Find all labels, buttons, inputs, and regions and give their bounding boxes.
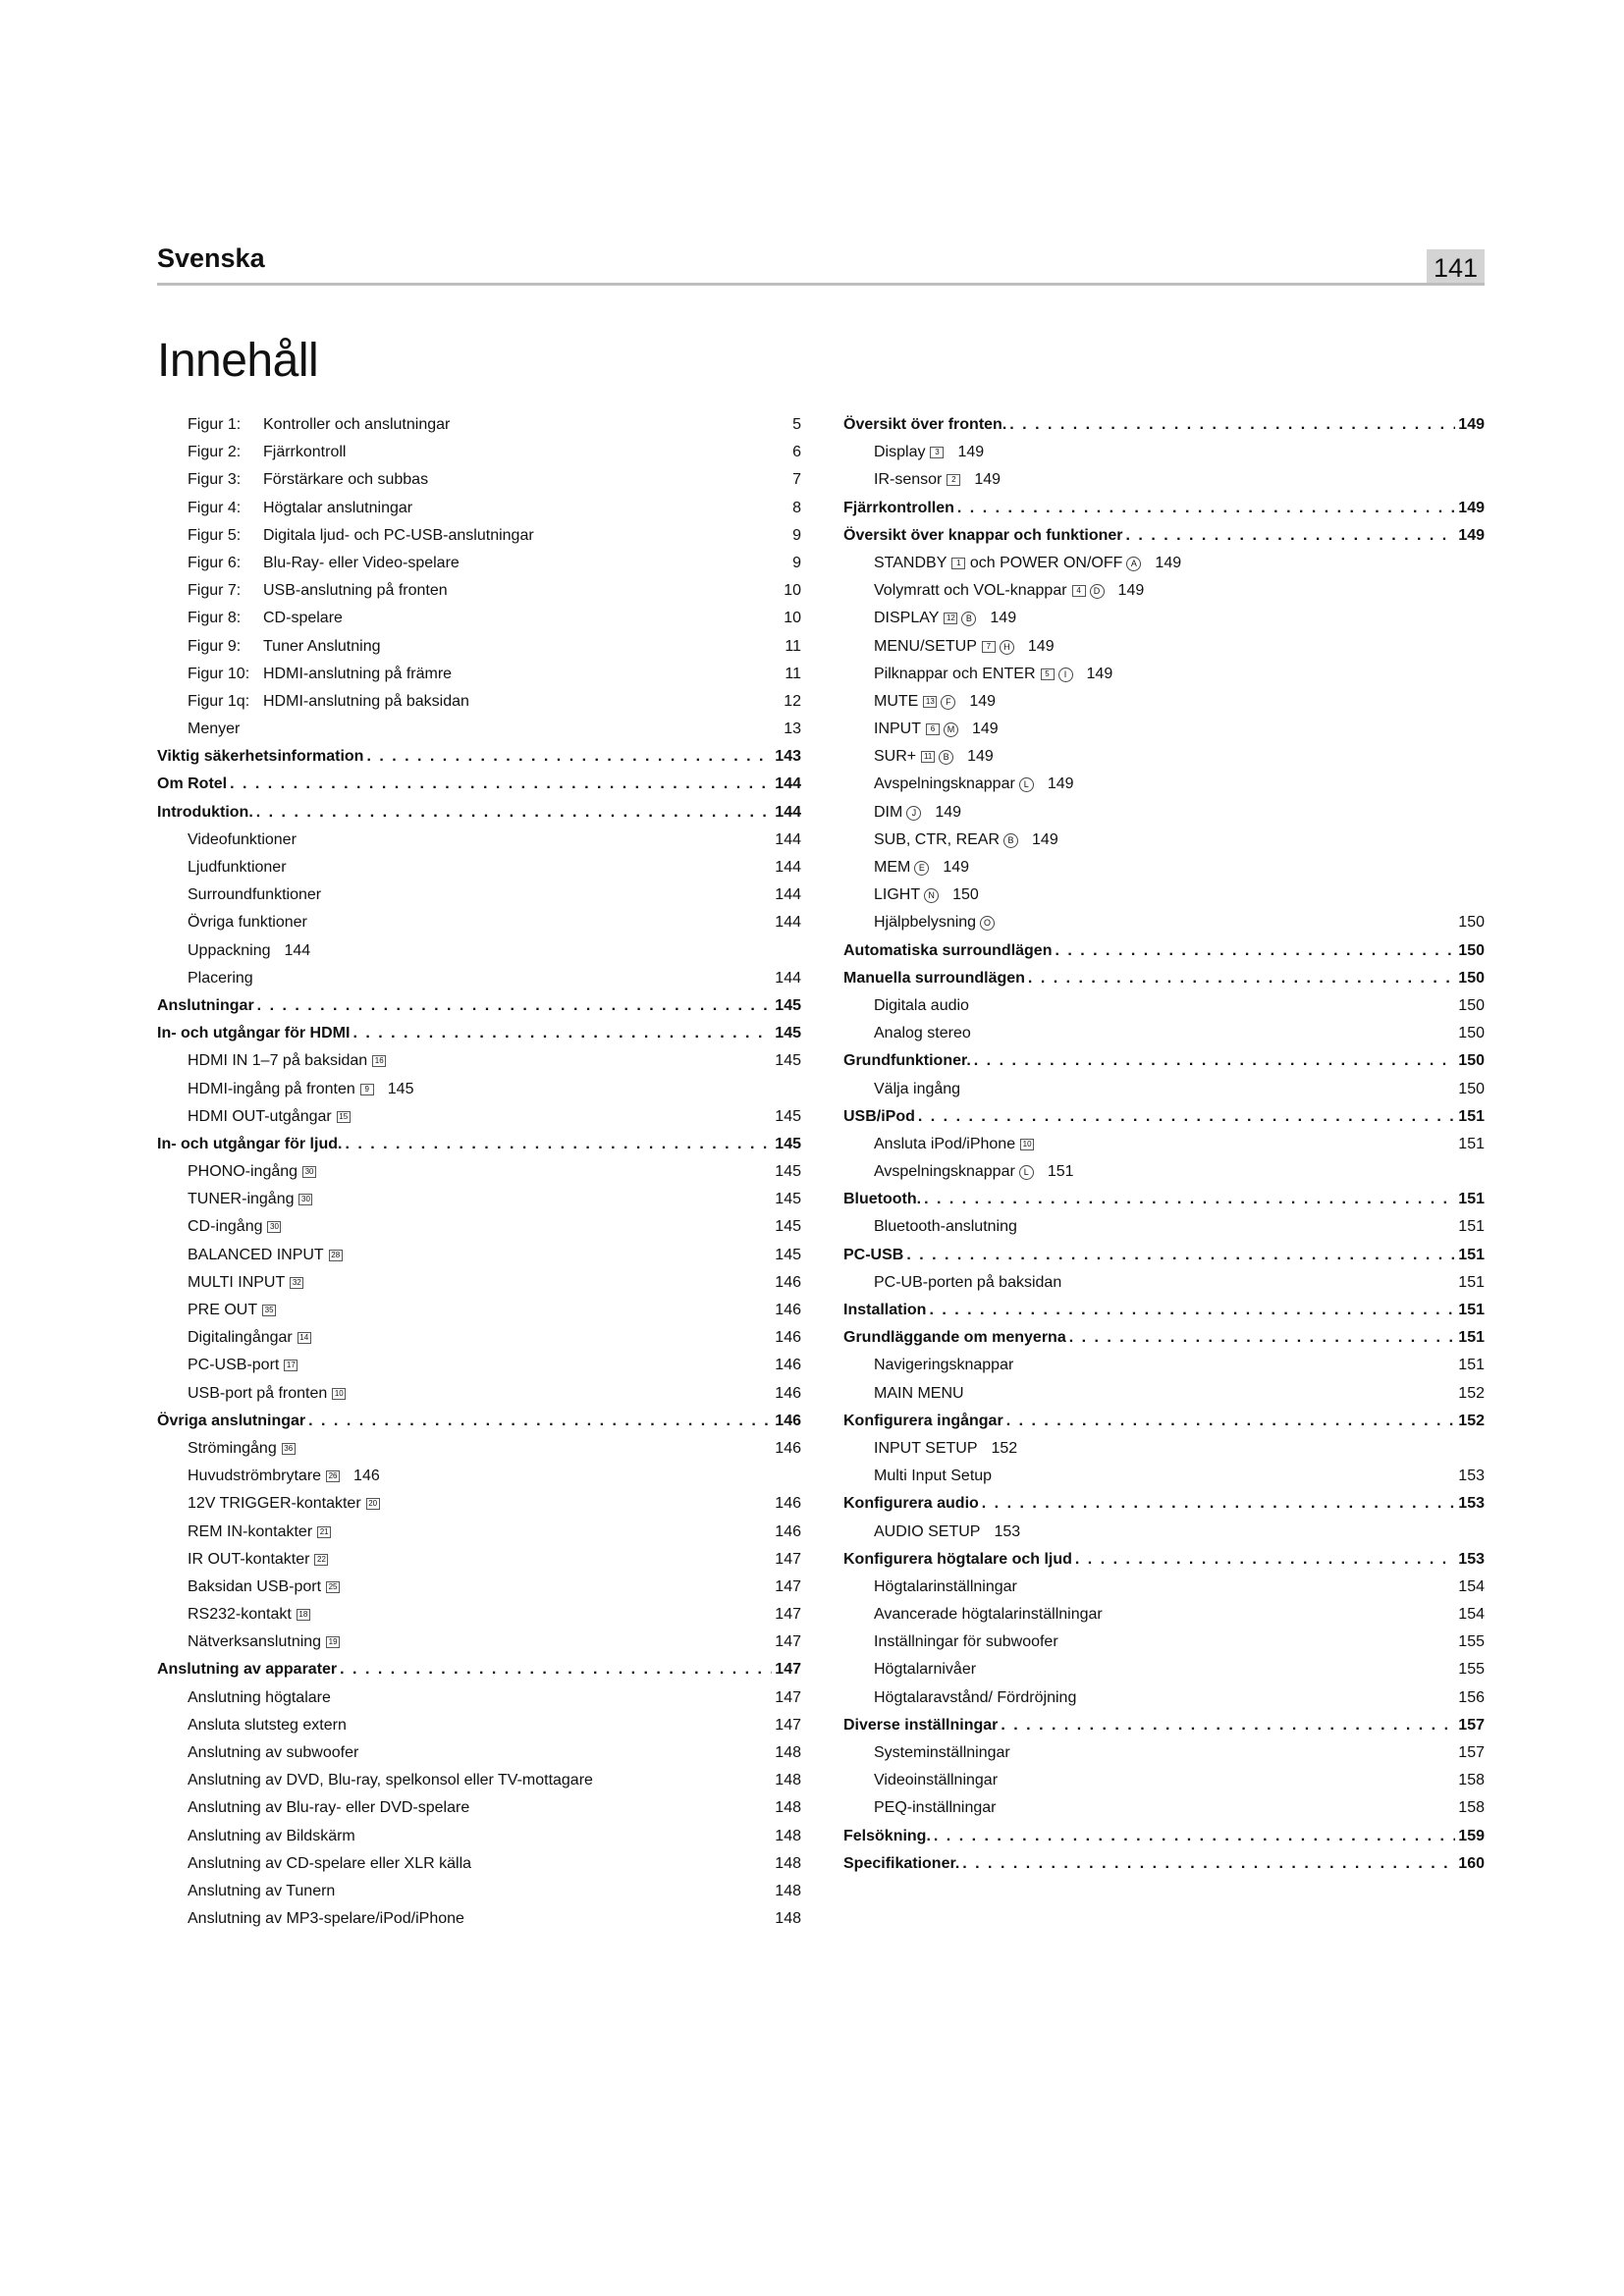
toc-entry[interactable]: Hjälpbelysning O 150 bbox=[874, 914, 1485, 932]
remote-key-icon: A bbox=[1126, 557, 1141, 571]
leader-dots bbox=[929, 1297, 1455, 1324]
leader-dots bbox=[1006, 1408, 1456, 1435]
connector-number-icon: 13 bbox=[923, 696, 937, 708]
connector-number-icon: 1 bbox=[951, 558, 965, 569]
leader-dots bbox=[918, 1103, 1455, 1131]
connector-number-icon: 12 bbox=[944, 613, 957, 624]
leader-dots bbox=[345, 1131, 772, 1158]
toc-entry[interactable]: Avspelningsknappar L 151 bbox=[874, 1163, 1074, 1181]
connector-number-icon: 30 bbox=[298, 1194, 312, 1205]
connector-number-icon: 20 bbox=[366, 1498, 380, 1510]
remote-key-icon: L bbox=[1019, 1165, 1034, 1180]
leader-dots bbox=[924, 1186, 1455, 1213]
toc-entry[interactable]: CD-ingång 30 145 bbox=[188, 1218, 801, 1236]
toc-entry[interactable]: 12V TRIGGER-kontakter 20 146 bbox=[188, 1495, 801, 1513]
toc-entry[interactable]: STANDBY 1 och POWER ON/OFF A 149 bbox=[874, 554, 1182, 571]
toc-entry[interactable]: Anslutning av DVD, Blu-ray, spelkonsol eller TV-mottagare 148 bbox=[188, 1772, 801, 1789]
leader-dots bbox=[1126, 522, 1456, 550]
leader-dots bbox=[1028, 965, 1455, 992]
toc-entry[interactable]: Strömingång 36 146 bbox=[188, 1439, 801, 1457]
leader-dots bbox=[1001, 1712, 1455, 1739]
remote-key-icon: J bbox=[906, 806, 921, 821]
page-header bbox=[157, 243, 1485, 287]
leader-dots bbox=[1075, 1546, 1455, 1574]
remote-key-icon: B bbox=[1003, 833, 1018, 848]
toc-entry[interactable]: Uppackning 144 bbox=[188, 941, 311, 959]
toc-entry[interactable]: PC-UB-porten på baksidan 151 bbox=[874, 1273, 1485, 1291]
remote-key-icon: N bbox=[924, 888, 939, 903]
remote-key-icon: B bbox=[961, 612, 976, 626]
page-number: 141 bbox=[1427, 249, 1485, 285]
toc-entry[interactable]: BALANCED INPUT 28 145 bbox=[188, 1246, 801, 1263]
leader-dots bbox=[982, 1490, 1456, 1518]
toc-entry[interactable]: Surroundfunktioner 144 bbox=[188, 886, 801, 904]
toc-entry[interactable]: Anslutning av CD-spelare eller XLR källa 148 bbox=[188, 1854, 801, 1872]
leader-dots bbox=[1069, 1324, 1456, 1352]
toc-entry[interactable]: Menyer 13 bbox=[188, 721, 801, 738]
toc-section[interactable]: In- och utgångar för HDMI . . . 145 bbox=[157, 1020, 801, 1047]
toc-section[interactable]: Översikt över fronten. . . . 149 bbox=[843, 411, 1485, 439]
toc-section[interactable]: Viktig säkerhetsinformation . . . 143 bbox=[157, 743, 801, 771]
toc-entry[interactable]: INPUT SETUP 152 bbox=[874, 1439, 1018, 1457]
toc-entry[interactable]: Anslutning av Tunern 148 bbox=[188, 1882, 801, 1899]
toc-entry[interactable]: Videoinställningar 158 bbox=[874, 1772, 1485, 1789]
connector-number-icon: 9 bbox=[360, 1084, 374, 1095]
toc-entry[interactable]: DIM J 149 bbox=[874, 803, 962, 821]
toc-entry[interactable]: Övriga funktioner 144 bbox=[188, 914, 801, 932]
toc-entry[interactable]: Högtalarinställningar 154 bbox=[874, 1577, 1485, 1595]
connector-number-icon: 26 bbox=[326, 1470, 340, 1482]
toc-section[interactable]: Introduktion. . . . 144 bbox=[157, 799, 801, 827]
toc-entry[interactable]: AUDIO SETUP 153 bbox=[874, 1522, 1021, 1540]
connector-number-icon: 10 bbox=[332, 1388, 346, 1400]
connector-number-icon: 4 bbox=[1072, 585, 1086, 597]
toc-entry[interactable]: PHONO-ingång 30 145 bbox=[188, 1163, 801, 1181]
connector-number-icon: 10 bbox=[1020, 1139, 1034, 1150]
toc-entry[interactable]: SUB, CTR, REAR B 149 bbox=[874, 830, 1058, 848]
connector-number-icon: 22 bbox=[314, 1554, 328, 1566]
remote-key-icon: D bbox=[1090, 584, 1105, 599]
toc-section[interactable]: Automatiska surroundlägen . . . 150 bbox=[843, 937, 1485, 965]
toc-figure-entry[interactable]: Figur 4: Högtalar anslutningar 8 bbox=[188, 499, 801, 516]
remote-key-icon: H bbox=[1000, 640, 1014, 655]
toc-figure-entry[interactable]: Figur 9: Tuner Anslutning 11 bbox=[188, 637, 801, 655]
toc-section[interactable]: Specifikationer. . . . 160 bbox=[843, 1850, 1485, 1878]
toc-entry[interactable]: MULTI INPUT 32 146 bbox=[188, 1273, 801, 1291]
toc-figure-entry[interactable]: Figur 8: CD-spelare 10 bbox=[188, 610, 801, 627]
toc-entry[interactable]: Navigeringsknappar 151 bbox=[874, 1357, 1485, 1374]
toc-entry[interactable]: MAIN MENU 152 bbox=[874, 1384, 1485, 1402]
toc-entry[interactable]: Analog stereo 150 bbox=[874, 1025, 1485, 1042]
connector-number-icon: 7 bbox=[982, 641, 996, 653]
toc-figure-entry[interactable]: Figur 2: Fjärrkontroll 6 bbox=[188, 444, 801, 461]
toc-entry[interactable]: Anslutning av subwoofer 148 bbox=[188, 1744, 801, 1761]
toc-section[interactable]: Konfigurera ingångar . . . 152 bbox=[843, 1408, 1485, 1435]
toc-entry[interactable]: HDMI IN 1–7 på baksidan 16 145 bbox=[188, 1052, 801, 1070]
toc-entry[interactable]: TUNER-ingång 30 145 bbox=[188, 1191, 801, 1208]
toc-entry[interactable]: Videofunktioner 144 bbox=[188, 830, 801, 848]
toc-section[interactable]: Anslutningar . . . 145 bbox=[157, 992, 801, 1020]
leader-dots bbox=[308, 1408, 772, 1435]
connector-number-icon: 11 bbox=[921, 751, 935, 763]
toc-entry[interactable]: PC-USB-port 17 146 bbox=[188, 1357, 801, 1374]
toc-entry[interactable]: Huvudströmbrytare 26 146 bbox=[188, 1468, 380, 1485]
connector-number-icon: 21 bbox=[317, 1526, 331, 1538]
toc-entry[interactable]: DISPLAY 12 B 149 bbox=[874, 610, 1017, 627]
toc-section[interactable]: USB/iPod . . . 151 bbox=[843, 1103, 1485, 1131]
toc-left-column bbox=[157, 411, 801, 1933]
leader-dots bbox=[340, 1656, 772, 1683]
leader-dots bbox=[957, 495, 1455, 522]
remote-key-icon: E bbox=[914, 861, 929, 876]
toc-figure-entry[interactable]: Figur 6: Blu-Ray- eller Video-spelare 9 bbox=[188, 554, 801, 571]
remote-key-icon: O bbox=[980, 916, 995, 931]
connector-number-icon: 16 bbox=[372, 1055, 386, 1067]
toc-entry[interactable]: Högtalarnivåer 155 bbox=[874, 1661, 1485, 1679]
toc-entry[interactable]: Anslutning högtalare 147 bbox=[188, 1688, 801, 1706]
toc-section[interactable]: Felsökning. . . . 159 bbox=[843, 1823, 1485, 1850]
toc-entry[interactable]: LIGHT N 150 bbox=[874, 886, 979, 904]
remote-key-icon: F bbox=[941, 695, 955, 710]
connector-number-icon: 25 bbox=[326, 1581, 340, 1593]
toc-entry[interactable]: HDMI-ingång på fronten 9 145 bbox=[188, 1080, 414, 1097]
toc-entry[interactable]: Högtalaravstånd/ Fördröjning 156 bbox=[874, 1688, 1485, 1706]
connector-number-icon: 35 bbox=[262, 1305, 276, 1316]
connector-number-icon: 18 bbox=[297, 1609, 310, 1621]
remote-key-icon: B bbox=[939, 750, 953, 765]
page-title: Innehåll bbox=[157, 335, 319, 387]
leader-dots bbox=[366, 743, 772, 771]
toc-section[interactable]: Övriga anslutningar . . . 146 bbox=[157, 1408, 801, 1435]
remote-key-icon: I bbox=[1058, 667, 1073, 682]
connector-number-icon: 15 bbox=[337, 1111, 351, 1123]
toc-entry[interactable]: Multi Input Setup 153 bbox=[874, 1468, 1485, 1485]
toc-section[interactable]: Manuella surroundlägen . . . 150 bbox=[843, 965, 1485, 992]
toc-section[interactable]: Installation . . . 151 bbox=[843, 1297, 1485, 1324]
toc-entry[interactable]: Inställningar för subwoofer 155 bbox=[874, 1633, 1485, 1651]
toc-section[interactable]: Grundfunktioner. . . . 150 bbox=[843, 1047, 1485, 1075]
toc-section[interactable]: Anslutning av apparater . . . 147 bbox=[157, 1656, 801, 1683]
language-label: Svenska bbox=[157, 243, 265, 273]
toc-entry[interactable]: PEQ-inställningar 158 bbox=[874, 1799, 1485, 1817]
toc-figure-entry[interactable]: Figur 1: Kontroller och anslutningar 5 bbox=[188, 416, 801, 433]
leader-dots bbox=[257, 992, 773, 1020]
toc-section[interactable]: Konfigurera högtalare och ljud . . . 153 bbox=[843, 1546, 1485, 1574]
leader-dots bbox=[1055, 937, 1455, 965]
toc-entry[interactable]: IR OUT-kontakter 22 147 bbox=[188, 1550, 801, 1568]
toc-entry[interactable]: Avancerade högtalarinställningar 154 bbox=[874, 1606, 1485, 1624]
connector-number-icon: 2 bbox=[947, 474, 960, 486]
toc-entry[interactable]: Ljudfunktioner 144 bbox=[188, 859, 801, 876]
remote-key-icon: L bbox=[1019, 777, 1034, 792]
leader-dots bbox=[256, 799, 773, 827]
toc-entry[interactable]: Ansluta slutsteg extern 147 bbox=[188, 1716, 801, 1734]
toc-section[interactable]: Konfigurera audio . . . 153 bbox=[843, 1490, 1485, 1518]
toc-entry[interactable]: MENU/SETUP 7 H 149 bbox=[874, 637, 1055, 655]
toc-entry[interactable]: Systeminställningar 157 bbox=[874, 1744, 1485, 1761]
connector-number-icon: 28 bbox=[329, 1250, 343, 1261]
leader-dots bbox=[934, 1823, 1455, 1850]
toc-right-column bbox=[843, 411, 1485, 1878]
toc-figure-entry[interactable]: Figur 10: HDMI-anslutning på främre 11 bbox=[188, 665, 801, 682]
connector-number-icon: 30 bbox=[302, 1166, 316, 1178]
toc-entry[interactable]: RS232-kontakt 18 147 bbox=[188, 1606, 801, 1624]
toc-entry[interactable]: Volymratt och VOL-knappar 4 D 149 bbox=[874, 582, 1145, 600]
toc-figure-entry[interactable]: Figur 3: Förstärkare och subbas 7 bbox=[188, 471, 801, 489]
connector-number-icon: 5 bbox=[1041, 668, 1055, 680]
toc-section[interactable]: Grundläggande om menyerna . . . 151 bbox=[843, 1324, 1485, 1352]
toc-entry[interactable]: Välja ingång 150 bbox=[874, 1080, 1485, 1097]
toc-entry[interactable]: Digitalingångar 14 146 bbox=[188, 1329, 801, 1347]
toc-entry[interactable]: MEM E 149 bbox=[874, 859, 970, 876]
toc-section[interactable]: Bluetooth. . . . 151 bbox=[843, 1186, 1485, 1213]
toc-entry[interactable]: Nätverksanslutning 19 147 bbox=[188, 1633, 801, 1651]
connector-number-icon: 32 bbox=[290, 1277, 303, 1289]
toc-figure-entry[interactable]: Figur 5: Digitala ljud- och PC-USB-anslutningar 9 bbox=[188, 526, 801, 544]
leader-dots bbox=[230, 771, 772, 798]
connector-number-icon: 30 bbox=[267, 1221, 281, 1233]
toc-entry[interactable]: Digitala audio 150 bbox=[874, 996, 1485, 1014]
connector-number-icon: 6 bbox=[926, 723, 940, 735]
toc-entry[interactable]: Bluetooth-anslutning 151 bbox=[874, 1218, 1485, 1236]
leader-dots bbox=[1009, 411, 1455, 439]
toc-entry[interactable]: IR-sensor 2 149 bbox=[874, 471, 1001, 489]
toc-section[interactable]: Diverse inställningar . . . 157 bbox=[843, 1712, 1485, 1739]
connector-number-icon: 3 bbox=[930, 447, 944, 458]
toc-entry[interactable]: Avspelningsknappar L 149 bbox=[874, 775, 1074, 793]
toc-section[interactable]: PC-USB . . . 151 bbox=[843, 1242, 1485, 1269]
toc-entry[interactable]: Anslutning av MP3-spelare/iPod/iPhone 148 bbox=[188, 1910, 801, 1928]
connector-number-icon: 17 bbox=[284, 1360, 298, 1371]
toc-entry[interactable]: INPUT 6 M 149 bbox=[874, 721, 999, 738]
toc-section[interactable]: Översikt över knappar och funktioner . . . 149 bbox=[843, 522, 1485, 550]
toc-entry[interactable]: USB-port på fronten 10 146 bbox=[188, 1384, 801, 1402]
toc-entry[interactable]: SUR+ 11 B 149 bbox=[874, 748, 994, 766]
leader-dots bbox=[352, 1020, 772, 1047]
toc-section[interactable]: Om Rotel . . . 144 bbox=[157, 771, 801, 798]
toc-entry[interactable]: HDMI OUT-utgångar 15 145 bbox=[188, 1107, 801, 1125]
remote-key-icon: M bbox=[944, 722, 958, 737]
toc-entry[interactable]: Baksidan USB-port 25 147 bbox=[188, 1577, 801, 1595]
toc-entry[interactable]: PRE OUT 35 146 bbox=[188, 1302, 801, 1318]
leader-dots bbox=[974, 1047, 1456, 1075]
toc-entry[interactable]: Ansluta iPod/iPhone 10 151 bbox=[874, 1135, 1485, 1152]
header-rule bbox=[157, 283, 1485, 286]
toc-entry[interactable]: MUTE 13 F 149 bbox=[874, 692, 997, 710]
toc-entry[interactable]: Anslutning av Bildskärm 148 bbox=[188, 1827, 801, 1844]
toc-entry[interactable]: Anslutning av Blu-ray- eller DVD-spelare 148 bbox=[188, 1799, 801, 1817]
connector-number-icon: 19 bbox=[326, 1636, 340, 1648]
connector-number-icon: 14 bbox=[298, 1332, 311, 1344]
connector-number-icon: 36 bbox=[282, 1443, 296, 1455]
leader-dots bbox=[906, 1242, 1455, 1269]
toc-entry[interactable]: Pilknappar och ENTER 5 I 149 bbox=[874, 665, 1113, 682]
toc-entry[interactable]: REM IN-kontakter 21 146 bbox=[188, 1522, 801, 1540]
toc-section[interactable]: In- och utgångar för ljud. . . . 145 bbox=[157, 1131, 801, 1158]
toc-figure-entry[interactable]: Figur 1q: HDMI-anslutning på baksidan 12 bbox=[188, 692, 801, 710]
toc-section[interactable]: Fjärrkontrollen . . . 149 bbox=[843, 495, 1485, 522]
toc-figure-entry[interactable]: Figur 7: USB-anslutning på fronten 10 bbox=[188, 582, 801, 600]
toc-entry[interactable]: Placering 144 bbox=[188, 969, 801, 987]
leader-dots bbox=[962, 1850, 1455, 1878]
toc-entry[interactable]: Display 3 149 bbox=[874, 444, 985, 461]
